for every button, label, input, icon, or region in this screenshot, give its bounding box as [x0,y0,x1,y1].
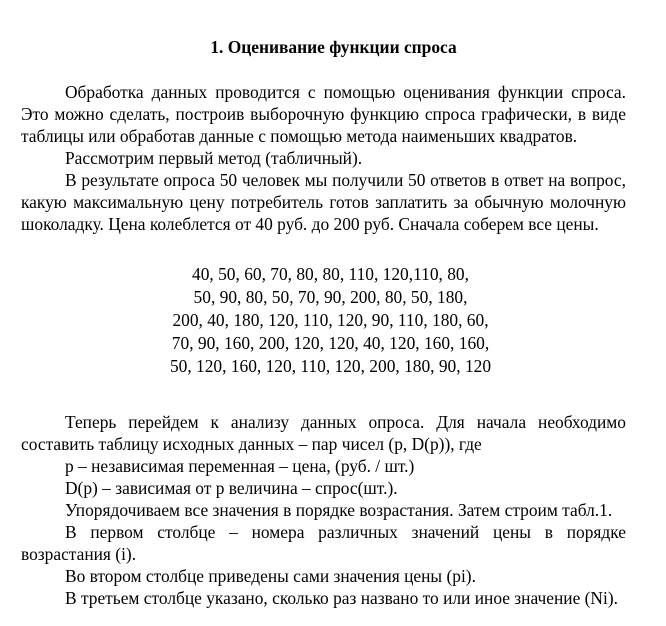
price-line: 50, 90, 80, 50, 70, 90, 200, 80, 50, 180, [193,287,468,307]
paragraph-column-2: Во втором столбце приведены сами значения цены (pi). [65,566,476,586]
section-heading: 1. Оценивание функции спроса [210,37,457,57]
price-list [21,263,626,378]
price-line: 40, 50, 60, 70, 80, 80, 110, 120,110, 80, [192,264,469,284]
paragraph-p-definition: p – независимая переменная – цена, (руб. / шт.) [65,456,415,476]
price-line: 200, 40, 180, 120, 110, 120, 90, 110, 180, 60, [172,310,489,330]
paragraph-survey: В результате опроса 50 человек мы получили 50 ответов в ответ на вопрос, какую максимальную цену потребитель готов заплатить за обычную молочную шоколадку. Цена колеблется от 40 руб. до 200 руб. Сначала соберем все цены. [21,170,626,234]
price-line: 50, 120, 160, 120, 110, 120, 200, 180, 90, 120 [169,356,492,376]
paragraph-analysis: Теперь перейдем к анализу данных опроса. Для начала необходимо составить таблицу исходных данных – пар чисел (p, D(p)), где [21,412,626,454]
paragraph-sort: Упорядочиваем все значения в порядке возрастания. Затем строим табл.1. [65,500,613,520]
price-line: 70, 90, 160, 200, 120, 120, 40, 120, 160, 160, [171,333,490,353]
paragraph-column-3: В третьем столбце указано, сколько раз названо то или иное значение (Ni). [65,588,618,608]
paragraph-dp-definition: D(p) – зависимая от p величина – спрос(шт.). [65,478,398,498]
paragraph-method: Рассмотрим первый метод (табличный). [65,148,363,168]
paragraph-intro: Обработка данных проводится с помощью оценивания функции спроса. Это можно сделать, построив выборочную функцию спроса графически, в виде таблицы или обработав данные с помощью метода наименьших квадратов. [21,82,626,146]
paragraph-column-1: В первом столбце – номера различных значений цены в порядке возрастания (i). [21,522,626,564]
